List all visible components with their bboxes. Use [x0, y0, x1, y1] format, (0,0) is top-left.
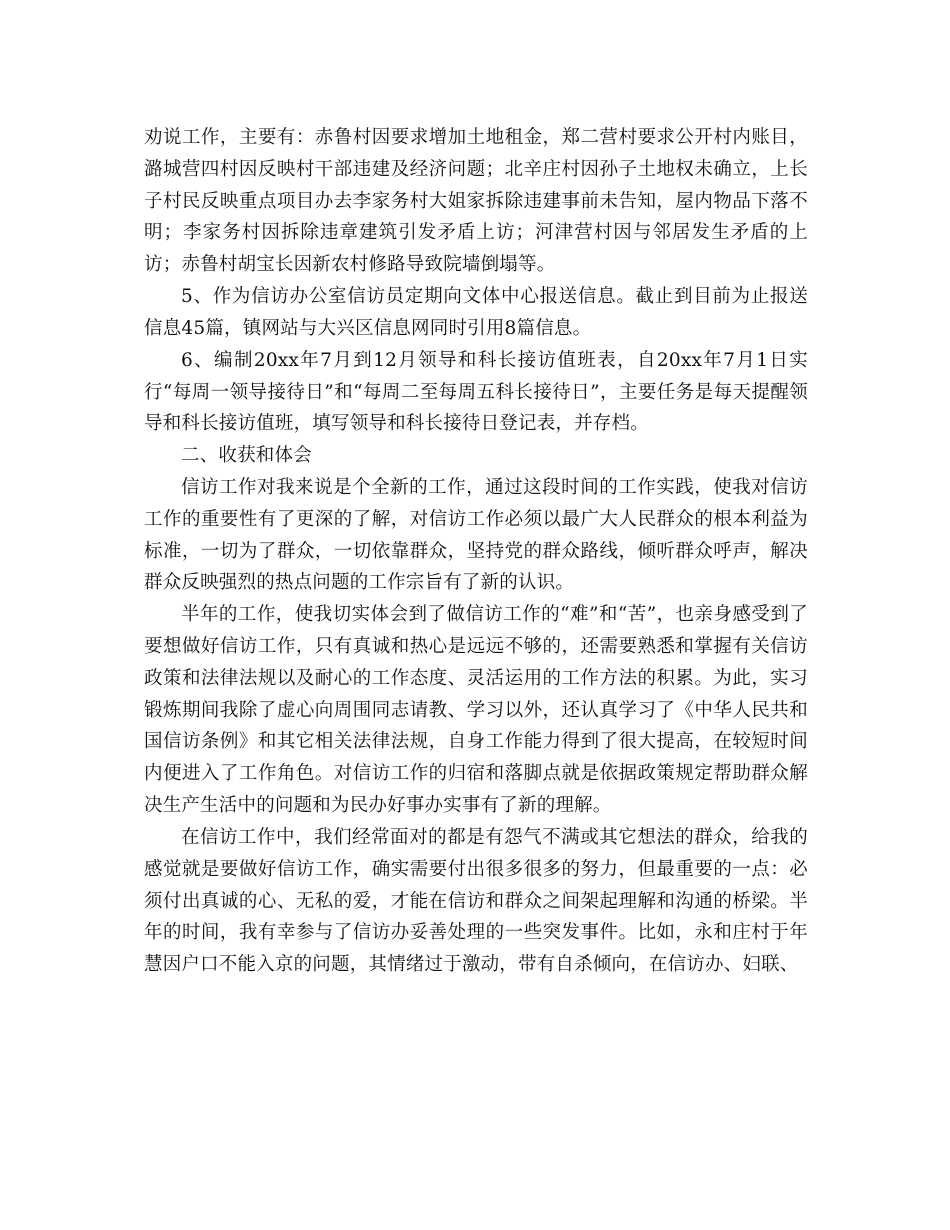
section-heading-harvest: 二、收获和体会 [181, 445, 312, 467]
paragraph-continuation: 劝说工作，主要有：赤鲁村因要求增加土地租金，郑二营村要求公开村内账目，潞城营四村因反映村干部违建及经济问题；北辛庄村因孙子土地权未确立，上长子村民反映重点项目办去李家务村大姐家拆除违建事前未告知，屋内物品下落不明；李家务村因拆除违章建筑引发矛盾上访；河津营村因与邻居发生矛盾的上访；赤鲁村胡宝长因新农村修路导致院墙倒塌等。 [144, 127, 808, 276]
paragraph-item-6: 6、编制20xx年7月到12月领导和科长接访值班表，自20xx年7月1日实行“每周一领导接待日”和“每周二至每周五科长接待日”，主要任务是每天提醒领导和科长接访值班，填写领导和科长接待日登记表，并存档。 [144, 349, 808, 435]
paragraph-body-2: 半年的工作，使我切实体会到了做信访工作的“难”和“苦”，也亲身感受到了要想做好信访工作，只有真诚和热心是远远不够的，还需要熟悉和掌握有关信访政策和法律法规以及耐心的工作态度、灵活运用的工作方法的积累。为此，实习锻炼期间我除了虚心向周围同志请教、学习以外，还认真学习了《中华人民共和国信访条例》和其它相关法律法规，自身工作能力得到了很大提高，在较短时间内便进入了工作角色。对信访工作的归宿和落脚点就是依据政策规定帮助群众解决生产生活中的问题和为民办好事办实事有了新的理解。 [144, 604, 808, 817]
document-body [144, 122, 808, 981]
paragraph-item-5: 5、作为信访办公室信访员定期向文体中心报送信息。截止到目前为止报送信息45篇，镇网站与大兴区信息网同时引用8篇信息。 [144, 286, 808, 339]
paragraph-body-1: 信访工作对我来说是个全新的工作，通过这段时间的工作实践，使我对信访工作的重要性有了更深的了解，对信访工作必须以最广大人民群众的根本利益为标准，一切为了群众，一切依靠群众，坚持党的群众路线，倾听群众呼声，解决群众反映强烈的热点问题的工作宗旨有了新的认识。 [144, 476, 808, 594]
paragraph-body-3: 在信访工作中，我们经常面对的都是有怨气不满或其它想法的群众，给我的感觉就是要做好信访工作，确实需要付出很多很多的努力，但最重要的一点：必须付出真诚的心、无私的爱，才能在信访和群众之间架起理解和沟通的桥梁。半年的时间，我有幸参与了信访办妥善处理的一些突发事件。比如，永和庄村于年慧因户口不能入京的问题，其情绪过于激动，带有自杀倾向，在信访办、妇联、 [144, 826, 808, 976]
